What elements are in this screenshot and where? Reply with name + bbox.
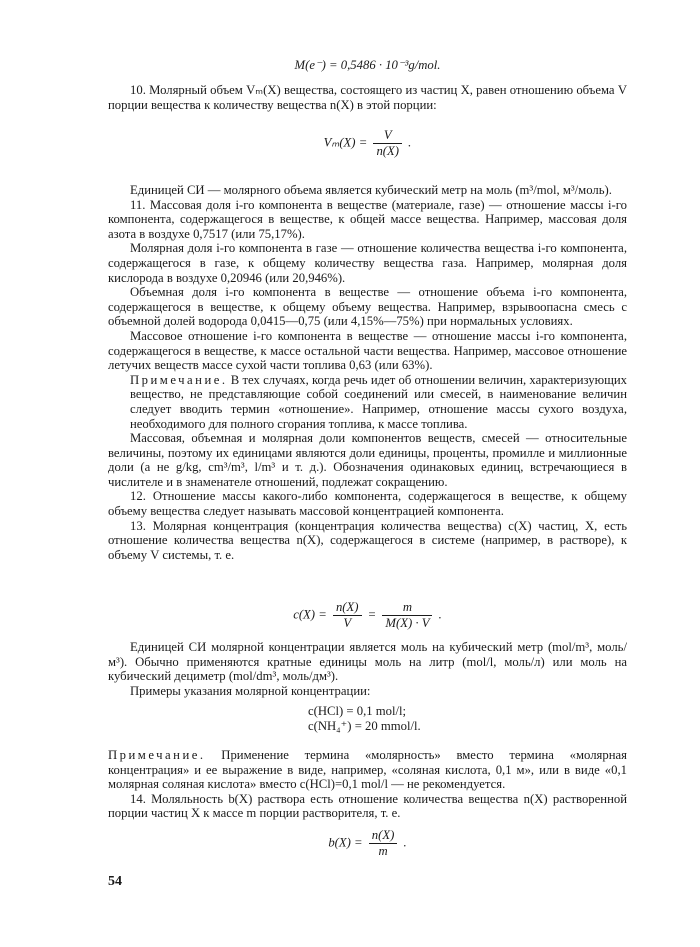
formula-molar-concentration — [108, 600, 627, 631]
numerator: n(X) — [333, 600, 362, 616]
concentration-examples — [108, 704, 627, 733]
paragraph-mass-ratio: Массовое отношение i-го компонента в веществе — отношение массы i-го компонента, содержащегося в веществе, к массе остальной части вещества. Например, массовое отношение летучих веществ массе сухой части топлива 0,63 (или 63%). — [108, 328, 627, 373]
paragraph-10-molar-volume: 10. Молярный объем Vₘ(X) вещества, состоящего из частиц X, равен отношению объема V порции вещества к количеству вещества n(X) в этой порции: — [108, 83, 627, 112]
formula-end: . — [403, 835, 407, 850]
denominator: V — [343, 616, 352, 630]
fraction — [382, 600, 432, 631]
note-2 — [108, 748, 627, 792]
denominator: m — [378, 844, 388, 858]
paragraph-volume-fraction: Объемная доля i-го компонента в веществе — отношение объема i-го компонента, содержащегося в веществе, к общему объему вещества. Например, взрывоопасна смесь с объемной долей водорода 0,0415—0,75 (или 4,15%—75%) при нормальных условиях. — [108, 285, 627, 329]
note-text: В тех случаях, когда речь идет об отношении величин, характеризующих вещество, не представляющие собой соединений или смесей, в наименование величин следует вводить термин «отношение». Например, отношение массы сухого воздуха, необходимого для полного сгорания топлива, к массе топлива. — [130, 372, 627, 431]
paragraph-molar-concentration-unit: Единицей СИ молярной концентрации является моль на кубический метр (mol/m³, моль/м³). Обычно применяются кратные единицы моль на литр (mol/l, моль/л) или моль на кубический дециметр (mol/dm³, моль/дм³). — [108, 640, 627, 684]
formula-end: . — [408, 135, 412, 150]
numerator: V — [373, 128, 402, 144]
note-label: Примечание. — [108, 748, 206, 762]
text-block-4 — [108, 748, 627, 821]
note-text: Применение термина «молярность» вместо термина «молярная концентрация» и ее выражение в виде, например, «соляная кислота, 0,1 м», или в виде «0,1 молярная соляная кислота» вместо c(HCl)=0,1 mol/l — не рекомендуется. — [108, 748, 627, 792]
formula-electron-molar-mass: M(e⁻) = 0,5486 · 10⁻³g/mol. — [294, 58, 441, 72]
paragraph-13-molar-concentration: 13. Молярная концентрация (концентрация количества вещества) c(X) частиц, X, есть отношение количества вещества n(X), содержащегося в системе (например, в растворе), к объему V системы, т. е. — [108, 518, 627, 562]
formula-molality — [108, 828, 627, 859]
paragraph-molar-volume-unit: Единицей СИ — молярного объема является кубический метр на моль (m³/mol, м³/моль). — [130, 183, 612, 197]
paragraph-11-mass-fraction: 11. Массовая доля i-го компонента в веществе (материале, газе) — отношение массы i-го компонента, содержащегося в веществе, к общей массе вещества. Например, массовая доля азота в воздухе 0,7517 (или 75,17%). — [108, 197, 627, 241]
paragraph-14-molality: 14. Моляльность b(X) раствора есть отношение количества вещества n(X) растворенной порции частиц X к массе m порции растворителя, т. е. — [108, 791, 627, 821]
fraction — [333, 600, 362, 631]
example-nh4: c(NH₄⁺) = 20 mmol/l. — [308, 718, 421, 733]
denominator: n(X) — [376, 144, 399, 158]
formula-molar-volume — [108, 128, 627, 159]
paragraph-molar-fraction: Молярная доля i-го компонента в газе — отношение количества вещества i-го компонента, содержащегося в газе, к общему количеству вещества газа. Например, молярная доля кислорода в воздухе 0,20946 (или 20,946%). — [108, 241, 627, 285]
paragraph-12-mass-concentration: 12. Отношение массы какого-либо компонента, содержащегося в веществе, к общему объему вещества следует называть массовой концентрацией компонента. — [108, 489, 627, 519]
fraction — [373, 128, 402, 159]
paragraph-examples-intro: Примеры указания молярной концентрации: — [130, 683, 371, 698]
formula-lhs: Vₘ(X) = — [323, 135, 368, 150]
page-number: 54 — [108, 874, 122, 889]
numerator: n(X) — [369, 828, 398, 844]
paragraph-fraction-units: Массовая, объемная и молярная доли компонентов веществ, смесей — относительные величины, поэтому их единицами являются доли единицы, проценты, промилле и миллионные доли (а не g/kg, cm³/m³, l/m³ и т. д.). Обозначения одинаковых единиц, встречающиеся в числителе и в знаменателе отношений, подлежат сокращению. — [108, 431, 627, 489]
text-block-1 — [108, 83, 627, 112]
formula-lhs: b(X) = — [328, 835, 363, 850]
denominator: M(X) · V — [385, 616, 430, 630]
text-block-3 — [108, 640, 627, 698]
example-hcl: c(HCl) = 0,1 mol/l; — [308, 704, 407, 718]
text-block-2 — [108, 183, 627, 562]
fraction — [369, 828, 398, 859]
note-1 — [130, 373, 627, 431]
numerator: m — [382, 600, 432, 616]
formula-equals: = — [367, 607, 377, 622]
formula-lhs: c(X) = — [293, 607, 327, 622]
note-label: Примечание. — [130, 372, 228, 387]
formula-end: . — [438, 607, 442, 622]
